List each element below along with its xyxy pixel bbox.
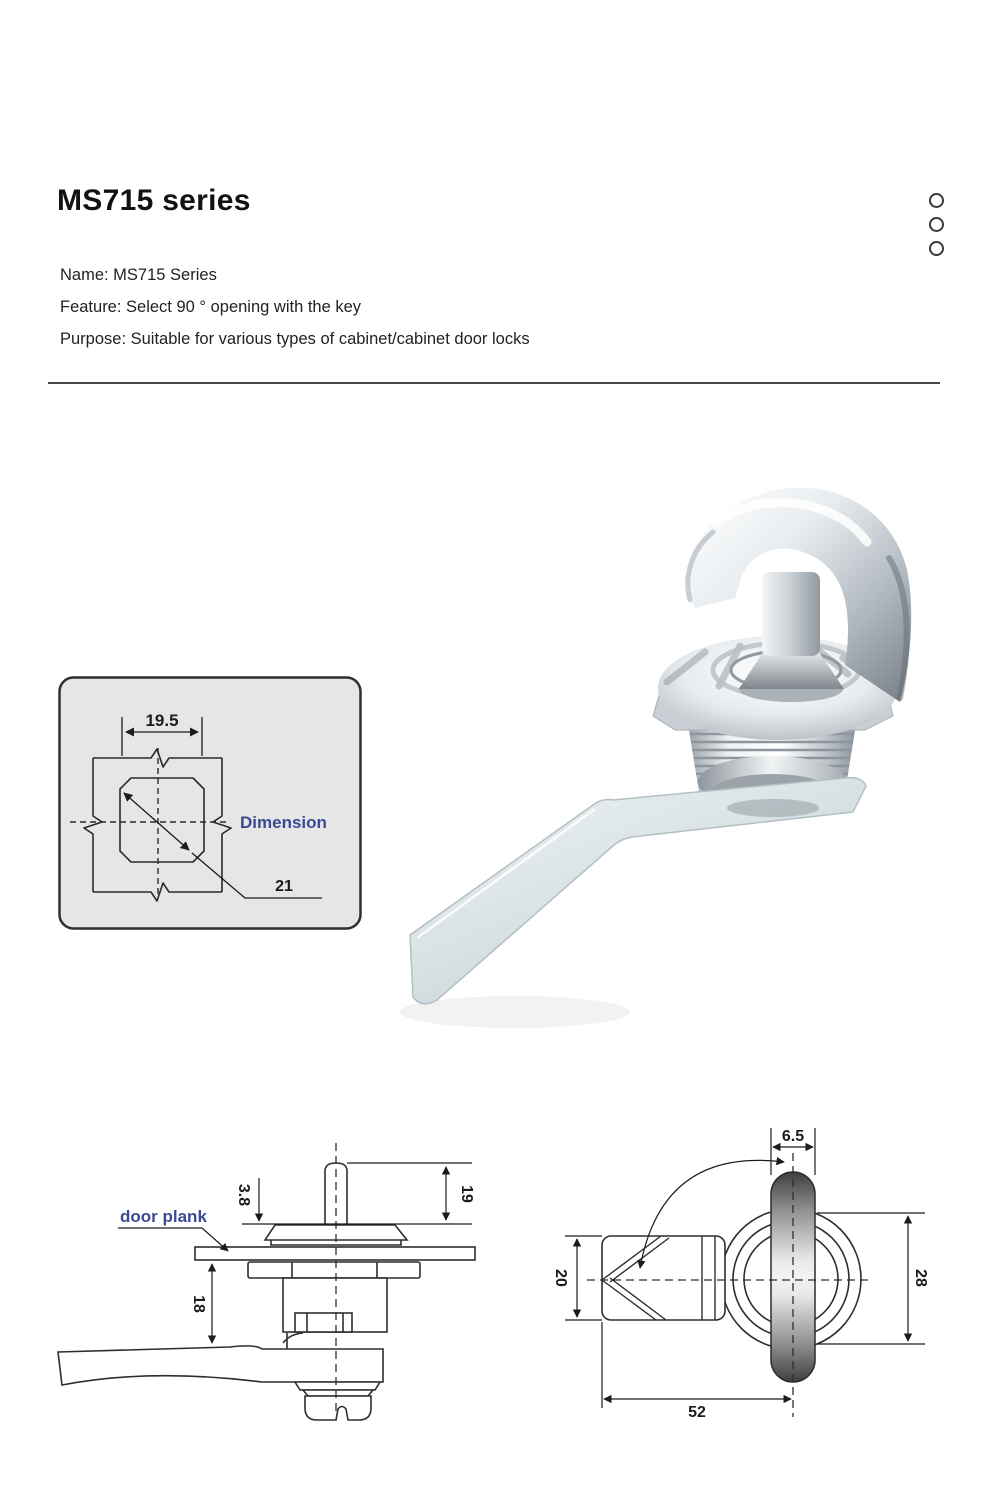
- dimension-caption: Dimension: [240, 813, 327, 832]
- info-name-line: Name: MS715 Series: [60, 266, 217, 284]
- cutout-dimension-diagram: [58, 676, 362, 930]
- hole-diagonal-label: 21: [275, 878, 293, 895]
- stem: [762, 572, 820, 656]
- dot-icon[interactable]: [929, 241, 944, 256]
- side-section-drawing: [50, 1140, 490, 1430]
- door-plank-label: door plank: [120, 1207, 207, 1226]
- collar-shadow: [727, 799, 819, 817]
- dot-icon[interactable]: [929, 217, 944, 232]
- carousel-dots-icon: [929, 193, 944, 256]
- cam-body-top: [602, 1236, 725, 1320]
- page-title: MS715 series: [57, 184, 251, 217]
- lock-section-outline: [58, 1163, 475, 1420]
- product-info: [60, 259, 530, 355]
- total-length-label: 52: [688, 1404, 706, 1421]
- shaft-nut: [305, 1396, 371, 1420]
- info-purpose-line: Purpose: Suitable for various types of cabinet/cabinet door locks: [60, 330, 530, 348]
- panel-frame: [60, 678, 361, 929]
- washer: [295, 1382, 380, 1390]
- product-photo: [395, 460, 940, 1085]
- hole-width-label: 19.5: [145, 711, 179, 730]
- door-plank-bar: [195, 1247, 475, 1260]
- dot-icon[interactable]: [929, 193, 944, 208]
- ring-diameter-label: 28: [912, 1269, 929, 1287]
- info-feature-line: Feature: Select 90 ° opening with the key: [60, 298, 362, 316]
- cam-section: [58, 1346, 383, 1385]
- ring-width-label: 6.5: [781, 1128, 805, 1145]
- cap-height-label: 3.8: [235, 1183, 252, 1207]
- body-depth-label: 18: [190, 1295, 207, 1313]
- top-view-drawing: [540, 1105, 960, 1425]
- stem-height-label: 19: [458, 1185, 475, 1203]
- body-width-label: 20: [552, 1269, 569, 1287]
- locknut: [248, 1262, 420, 1278]
- washer-2: [303, 1390, 373, 1396]
- divider-line: [48, 382, 940, 384]
